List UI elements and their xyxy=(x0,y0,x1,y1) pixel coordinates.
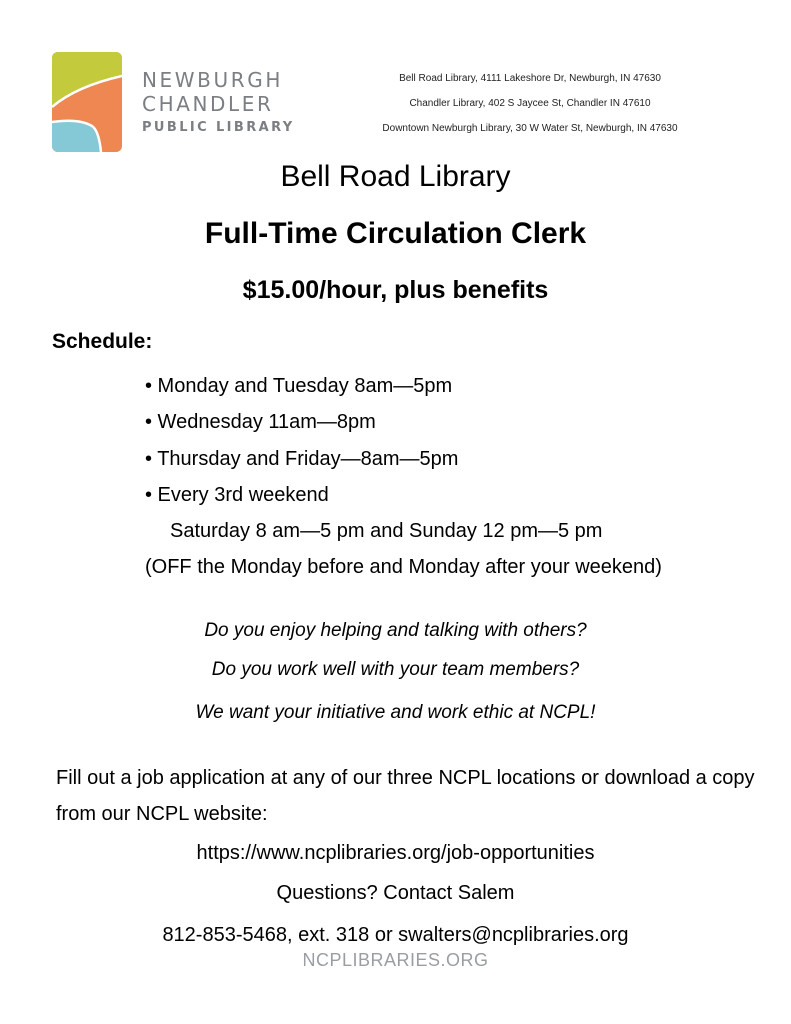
weekend-detail: Saturday 8 am—5 pm and Sunday 12 pm—5 pm xyxy=(170,520,603,542)
schedule-item: • Monday and Tuesday 8am—5pm xyxy=(145,375,453,397)
schedule-item: • Thursday and Friday—8am—5pm xyxy=(145,448,459,470)
apply-instructions: Fill out a job application at any of our three NCPL locations or download a copy from our NCPL website: xyxy=(56,767,755,825)
footer-brand: NCPLIBRARIES.ORG xyxy=(302,950,489,970)
branch-title: Bell Road Library xyxy=(280,160,511,193)
job-opportunities-link[interactable]: https://www.ncplibraries.org/job-opportunities xyxy=(196,842,595,864)
position-title: Full-Time Circulation Clerk xyxy=(204,217,587,250)
address-downtown-newburgh: Downtown Newburgh Library, 30 W Water St, Newburgh, IN 47630 xyxy=(382,123,678,134)
question-line: We want your initiative and work ethic at NCPL! xyxy=(195,702,596,723)
off-note: (OFF the Monday before and Monday after your weekend) xyxy=(145,556,662,578)
logo-line-newburgh: NEWBURGH xyxy=(142,68,283,92)
schedule-heading: Schedule: xyxy=(52,330,153,353)
logo-line-public-library: PUBLIC LIBRARY xyxy=(142,120,295,135)
address-chandler: Chandler Library, 402 S Jaycee St, Chandler IN 47610 xyxy=(409,98,651,109)
library-wordmark xyxy=(142,68,295,140)
pay-rate: $15.00/hour, plus benefits xyxy=(242,276,549,304)
question-line: Do you work well with your team members? xyxy=(211,659,580,680)
address-bell-road: Bell Road Library, 4111 Lakeshore Dr, Newburgh, IN 47630 xyxy=(399,73,661,84)
schedule-item: • Every 3rd weekend xyxy=(145,484,329,506)
library-logo-icon xyxy=(52,52,122,152)
contact-line: Questions? Contact Salem xyxy=(276,882,515,904)
schedule-item: • Wednesday 11am—8pm xyxy=(145,411,376,433)
branch-addresses xyxy=(330,66,730,141)
phone-email-line: 812-853-5468, ext. 318 or swalters@ncplibraries.org xyxy=(162,924,629,946)
logo-line-chandler: CHANDLER xyxy=(142,92,274,116)
question-line: Do you enjoy helping and talking with others? xyxy=(204,620,587,641)
